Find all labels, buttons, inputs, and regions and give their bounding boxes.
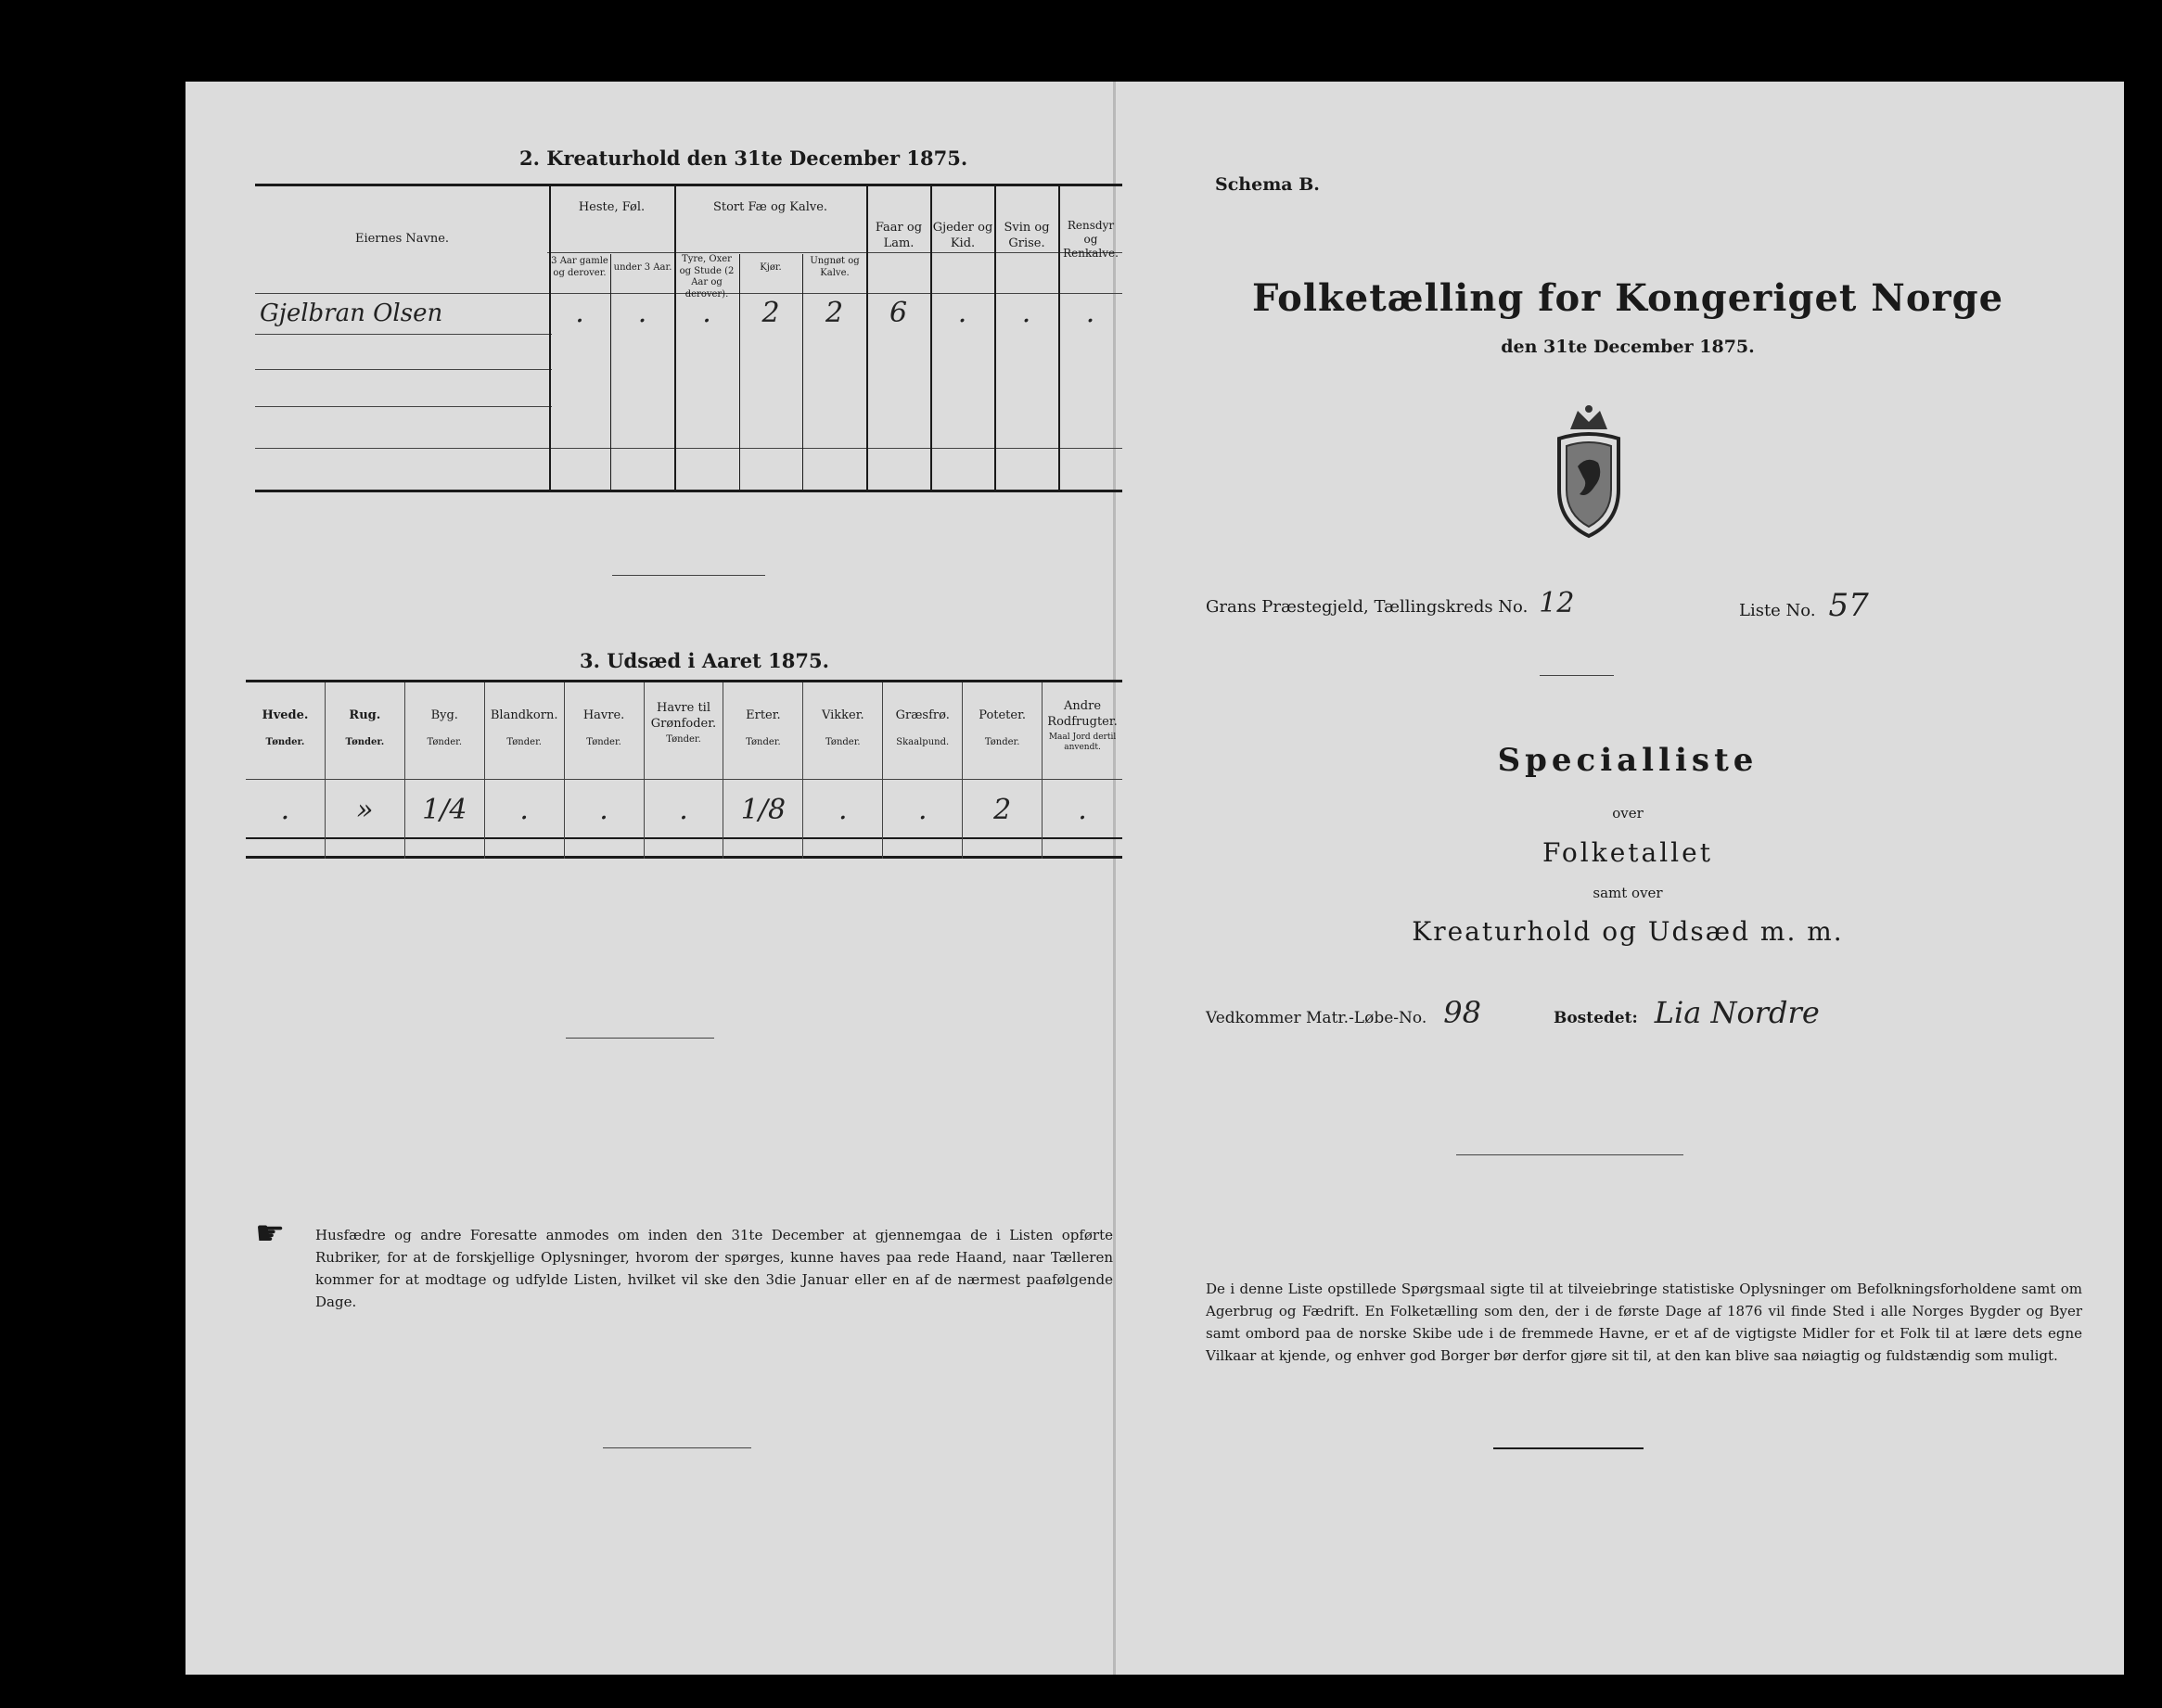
census-date: den 31te December 1875. bbox=[1501, 337, 1755, 357]
col-erter: Erter. Tønder. 1/8 bbox=[723, 682, 803, 859]
liste-no: 57 bbox=[1828, 587, 1869, 624]
udsaed-table bbox=[246, 682, 1122, 859]
prestegjeld-line: Grans Præstegjeld, Tællingskreds No. 12 bbox=[1206, 587, 1575, 619]
heste-header: Heste, Føl. bbox=[578, 200, 646, 214]
divider bbox=[612, 575, 765, 576]
bosted-value: Lia Nordre bbox=[1654, 995, 1820, 1030]
schema-label: Schema B. bbox=[1215, 174, 1320, 195]
section3-title: 3. Udsæd i Aaret 1875. bbox=[580, 649, 829, 672]
stort-header: Stort Fæ og Kalve. bbox=[712, 200, 828, 214]
col-poteter: Poteter. Tønder. 2 bbox=[963, 682, 1043, 859]
norwegian-coat-of-arms bbox=[1542, 402, 1635, 544]
col-andre-rodfrugter: Andre Rodfrugter. Maal Jord dertil anvendt. . bbox=[1047, 699, 1118, 826]
col-havre: Havre. Tønder. . bbox=[565, 682, 645, 859]
table2-top-rule bbox=[255, 184, 1122, 186]
info-paragraph: De i denne Liste opstillede Spørgsmaal sigte til at tilveiebringe statistiske Oplysninger om Befolkningsforholdene samt om Agerbrug og Fædrift. En Folketælling som den, der i de første Dage af 1876 vil finde Sted i alle Norges Bygder og Byer samt ombord paa de norske Skibe ude i de fremmede Havne, er et af de vigtigste Midler for et Folk til at lære dets egne Vilkaar at kjende, og enhver god Borger bør derfor gjøre sit til, at den kan blive saa nøiagtig og fuldstændig som muligt. bbox=[1206, 1281, 2082, 1364]
kreatur-title: Kreaturhold og Udsæd m. m. bbox=[1412, 916, 1844, 947]
col-byg: Byg. Tønder. 1/4 bbox=[405, 682, 485, 859]
col-havre-gronfoder: Havre til Grønfoder. Tønder. . bbox=[645, 682, 724, 859]
folketallet-title: Folketallet bbox=[1542, 837, 1713, 868]
col-hvede: Hvede. Tønder. . bbox=[246, 682, 326, 859]
kreds-no: 12 bbox=[1539, 587, 1575, 619]
table2-bottom-rule bbox=[255, 490, 1122, 492]
col-graesfro: Græsfrø. Skaalpund. . bbox=[883, 682, 963, 859]
matr-line: Vedkommer Matr.-Løbe-No. 98 Bostedet: Lia Nordre bbox=[1206, 995, 1820, 1030]
census-sheet: 2. Kreaturhold den 31te December 1875. Eiernes Navne. Heste, Føl. 3 Aar gamle og derover. under 3 Aar. Stort Fæ og Kalve. Tyre, Oxer og Stude (2 Aar og derover). Kjør. Ungnøt og Kalve. Faar og Lam. Gjeder og Kid. Svin og Grise. Rensdyr og Renkalve. Gjelbran Olsen . . . 2 2 6 . . . 3. Udsæd i Aaret 1875. Hvede. Tønder. . Rug. Tønder. » Byg. Tønder. 1/4 Blandkorn. Tønder. . Havre. Tønder. . Havre til Grønfoder. Tønder. . Erter. Tønder. 1/8 Vikker. Tønder. . Græsfrø. Skaalpund. . Poteter. Tønder. 2 Andre Rodfrugter. Maal Jord dertil anvendt. . ☛ Husfædre og andre Foresatte anmodes om inden den 31te December at gjennemgaa de i Listen opførte Rubriker, for at de forskjellige Oplysninger, hvorom der spørges, kunne haves paa rede Haand, naar Tælleren kommer for at modtage og udfylde Listen, hvilket vil ske den 3die Januar eller en af de nærmest paafølgende Dage. Schema B. Folketælling for Kongeriget Norge den 31te December 1875. Grans Præstegjeld, Tællingskreds No. 12 Liste No. 57 Specialliste over Folketallet samt over Kreaturhold og Udsæd m. m. Vedkommer Matr.-Løbe-No. 98 Bostedet: Lia Nordre De i denne Liste opstillede Spørgsmaal sigte til at tilveiebringe statistiske Oplysninger om Befolkningsforholdene samt om Agerbrug og Fædrift. En Folketælling som den, der i de første Dage af 1876 vil finde Sted i alle Norges Bygder og Byer samt ombord paa de norske Skibe ude i de fremmede Havne, er et af de vigtigste Midler for et Folk til at lære dets egne Vilkaar at kjende, og enhver god Borger bør derfor gjøre sit til, at den kan blive saa nøiagtig og fuldstændig som muligt. bbox=[185, 82, 2124, 1675]
matr-no: 98 bbox=[1443, 995, 1481, 1030]
owner-name: Gjelbran Olsen bbox=[260, 300, 443, 327]
owner-header: Eiernes Navne. bbox=[354, 232, 450, 246]
col-blandkorn: Blandkorn. Tønder. . bbox=[485, 682, 565, 859]
col-rug: Rug. Tønder. » bbox=[326, 682, 405, 859]
col-vikker: Vikker. Tønder. . bbox=[803, 682, 883, 859]
section2-title: 2. Kreaturhold den 31te December 1875. bbox=[519, 147, 968, 170]
pointing-hand-icon: ☛ bbox=[255, 1215, 286, 1253]
specialliste-title: Specialliste bbox=[1497, 742, 1759, 779]
notice-text: Husfædre og andre Foresatte anmodes om inden den 31te December at gjennemgaa de i Listen opførte Rubriker, for at de forskjellige Oplysninger, hvorom der spørges, kunne haves paa rede Haand, naar Tælleren kommer for at modtage og udfylde Listen, hvilket vil ske den 3die Januar eller en af de nærmest paafølgende Dage. bbox=[315, 1227, 1113, 1310]
liste-line: Liste No. 57 bbox=[1739, 587, 1869, 624]
main-title: Folketælling for Kongeriget Norge bbox=[1251, 276, 2004, 320]
